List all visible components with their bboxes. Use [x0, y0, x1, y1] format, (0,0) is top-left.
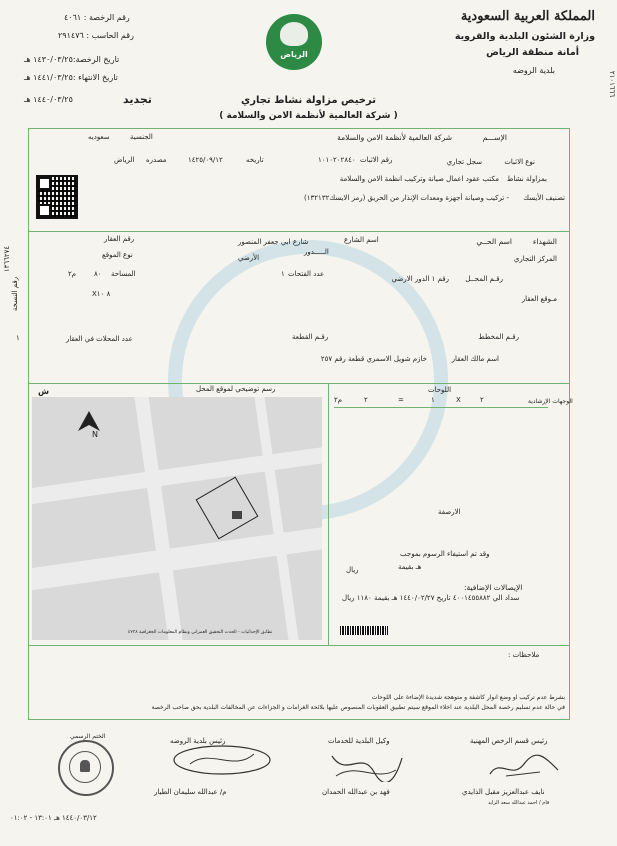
floor-label: الـــــدور	[304, 248, 329, 256]
document-subtitle: ( شركة العالمية لأنظمة الامن والسلامة )	[219, 111, 398, 121]
board-dimension-1: ٢	[480, 396, 484, 404]
expiry-date: تاريخ الانتهاء :١٤٤١/٠٣/٢٥ هـ	[24, 73, 118, 82]
municipality-name: بلدية الروضه	[512, 66, 555, 75]
id-number-value: ١٠١٠٢٠٢٨٤٠	[318, 156, 356, 164]
fees-note: وقد تم استيفاء الرسوم بموجب	[400, 550, 490, 558]
renewal-label: تجديد	[123, 93, 152, 106]
activity-value: مكتب عقود اعمال صيانة وتركيب انظمة الامن والسلامة	[339, 175, 499, 183]
area-value: ٨٠	[94, 270, 102, 278]
id-date-label: تاريخه	[246, 156, 264, 164]
board-dimension-x: X	[456, 396, 461, 404]
head-of-licenses-note: قام / احمد عبدالله سعد الزايد	[488, 800, 550, 806]
divider	[28, 645, 569, 646]
id-number-label: رقم الاثبات	[360, 156, 393, 164]
divider	[28, 231, 569, 232]
boards-label: اللوحات	[428, 386, 452, 394]
owner-name-value: شركة العالمية لأنظمة الامن والسلامة	[337, 133, 452, 142]
sidewalk-label: الارصفة	[438, 508, 461, 516]
copy-number-value: ١٣٦٦٢٧٤	[3, 245, 12, 273]
ministry-name: وزارة الشئون البلدية والقروية	[454, 31, 595, 42]
north-label: ش	[38, 387, 50, 396]
area-unit: م٢	[68, 270, 77, 278]
isic-value: - تركيب وصيانة أجهزة ومعدات الإنذار من الحريق (رمز الايسك١٣٢١٣٢)	[304, 194, 509, 202]
renewal-date: ١٤٤٠/٠٣/٢٥ هـ	[24, 95, 73, 104]
shops-count-label: عدد المحلات في العقار	[66, 335, 133, 343]
head-of-licenses-label: رئيس قسم الرخص المهنية	[470, 737, 548, 745]
shop-number-value: رقم ١ الدور الارضي	[391, 275, 449, 283]
receipt-barcode	[340, 626, 388, 635]
shop-number-label: رقـم المحــل	[465, 275, 503, 283]
boards-underline	[334, 407, 548, 408]
riyadh-logo	[266, 14, 322, 70]
issue-date: تاريخ الرخصة:١٤٣٠/٠٣/٢٥ هـ	[24, 55, 120, 64]
isic-label: تصنيف الأيسك	[523, 194, 565, 202]
shop-marker-icon	[232, 511, 242, 519]
mayor-label: رئيس بلدية الروضه	[170, 737, 226, 745]
street-value: شارع ابي جعفر المنصور	[238, 238, 309, 246]
location-map[interactable]	[32, 397, 322, 640]
logo-text: الرياض	[280, 50, 308, 59]
district-value: الشهداء	[532, 237, 557, 246]
board-unit: م٢	[334, 396, 343, 404]
head-signature	[486, 752, 562, 782]
mayor-signature	[170, 742, 274, 778]
deputy-name: فهد بن عبدالله الحمدان	[322, 788, 390, 796]
property-number-label: رقم العقار	[104, 235, 135, 243]
notes-line-1: بشرط عدم تركيب او وضع انوار كاشفة و متوهجة شديدة الإضاءة على اللوحات	[371, 694, 565, 701]
id-date-value: ١٤٢٥/٠٩/١٢	[188, 156, 223, 164]
extra-receipts-label: الإيصالات الإضافية:	[464, 583, 523, 592]
seal-emblem-icon	[80, 760, 90, 772]
mayor-name: م/ عبدالله سليمان الطيار	[154, 788, 227, 796]
official-seal-label: الختم الرسمي	[70, 733, 106, 740]
shop-dimensions: ٨ X١٠	[92, 290, 111, 298]
deputy-signature	[326, 748, 406, 782]
source-label: مصدره	[146, 156, 167, 164]
side-reference: ٢١٠١٦٦٦	[607, 70, 616, 98]
sketch-label: رسم توضيحي لموقع المحل	[196, 385, 276, 393]
board-equals: =	[398, 396, 404, 404]
openings-value: ١	[281, 270, 285, 278]
document-title: ترخيص مزاولة نشاط تجاري	[241, 95, 376, 106]
district-label: اسم الحــي	[476, 237, 512, 246]
divider	[28, 383, 569, 384]
head-of-licenses-name: نايف عبدالعزيز مقبل الذايدي	[462, 788, 545, 796]
divider	[328, 383, 329, 645]
location-type-label: نوع الموقع	[102, 251, 133, 259]
owner-qr-code[interactable]	[36, 175, 78, 219]
floor-value: الأرضي	[238, 254, 260, 262]
board-dimension-2: ١	[431, 396, 435, 404]
notes-label: ملاحظات :	[508, 651, 540, 659]
property-owner-value: خازم شويل الاسمري قطعة رقم ٢٥٧	[320, 355, 427, 363]
notes-line-2: في حالة عدم تسليم رخصة المحل البلدية عند اخلاء الموقع سيتم تطبيق العقوبات المنصوص عليها بلائحة الغرامات و الجزاءات عن المخالفات البلدية بحق صاحب الرخصة	[151, 704, 565, 711]
north-arrow-icon	[78, 411, 100, 439]
receipt-line: سداد الي ٤٠٠١٤٥٥٨٨٢ تاريخ ١٤٤٠/٠٢/٢٧ هـ بقيمة ١١٨٠ ريال	[342, 594, 520, 602]
id-type-value: سجل تجاري	[446, 158, 482, 166]
external-signs-label: الوجهات الإرشادية	[528, 398, 573, 405]
fee-currency: ريال	[346, 566, 359, 574]
plan-number-label: رقـم المخطط	[478, 333, 519, 341]
license-number: رقم الرخصة : ٤٠٦١	[64, 13, 130, 22]
svg-text:N: N	[92, 430, 98, 439]
board-total: ٢	[364, 396, 368, 404]
map-caption: تطابق الإحداثيات - الحدث التحقيق العمراني ونظام المعلومات الجغرافية ٤٢٣٨	[128, 630, 273, 635]
commercial-center-label: المركز التجاري	[513, 255, 557, 263]
copy-number-small: ١	[16, 334, 20, 342]
palm-emblem-icon	[280, 22, 308, 46]
source-value: الرياض	[114, 156, 135, 164]
amanah-name: أمانة منطقة الرياض	[486, 47, 579, 58]
activity-label: بمزاولة نشاط	[506, 175, 547, 183]
id-type-label: نوع الاثبات	[504, 158, 535, 166]
deputy-label: وكيل البلدية للخدمات	[328, 737, 390, 745]
nationality-label: الجنسية	[130, 133, 153, 141]
print-timestamp: ١٤٤٠/٠٣/١٢ هـ ١٣:٠١ - ٠١:٠٢	[10, 814, 97, 822]
shop-plot-outline	[196, 477, 259, 540]
openings-label: عدد الفتحات	[288, 270, 325, 278]
property-owner-label: اسم مالك العقار	[451, 355, 499, 363]
kingdom-name: المملكة العربية السعودية	[460, 9, 595, 24]
computer-number: رقم الحاسب : ٢٩١٤٧٦	[58, 31, 134, 40]
area-label: المساحة	[111, 270, 136, 278]
fee-amount-label: هـ بقيمة	[398, 563, 422, 571]
owner-name-label: الإســـم	[482, 133, 507, 142]
plot-number-label: رقـم القطعة	[292, 333, 329, 341]
property-location-label: مـوقع العقار	[521, 295, 557, 303]
copy-number-label: رقم النسخة	[11, 276, 20, 312]
official-seal	[58, 740, 114, 796]
street-label: اسم الشارع	[344, 236, 379, 244]
nationality-value: سعوديه	[88, 133, 110, 141]
